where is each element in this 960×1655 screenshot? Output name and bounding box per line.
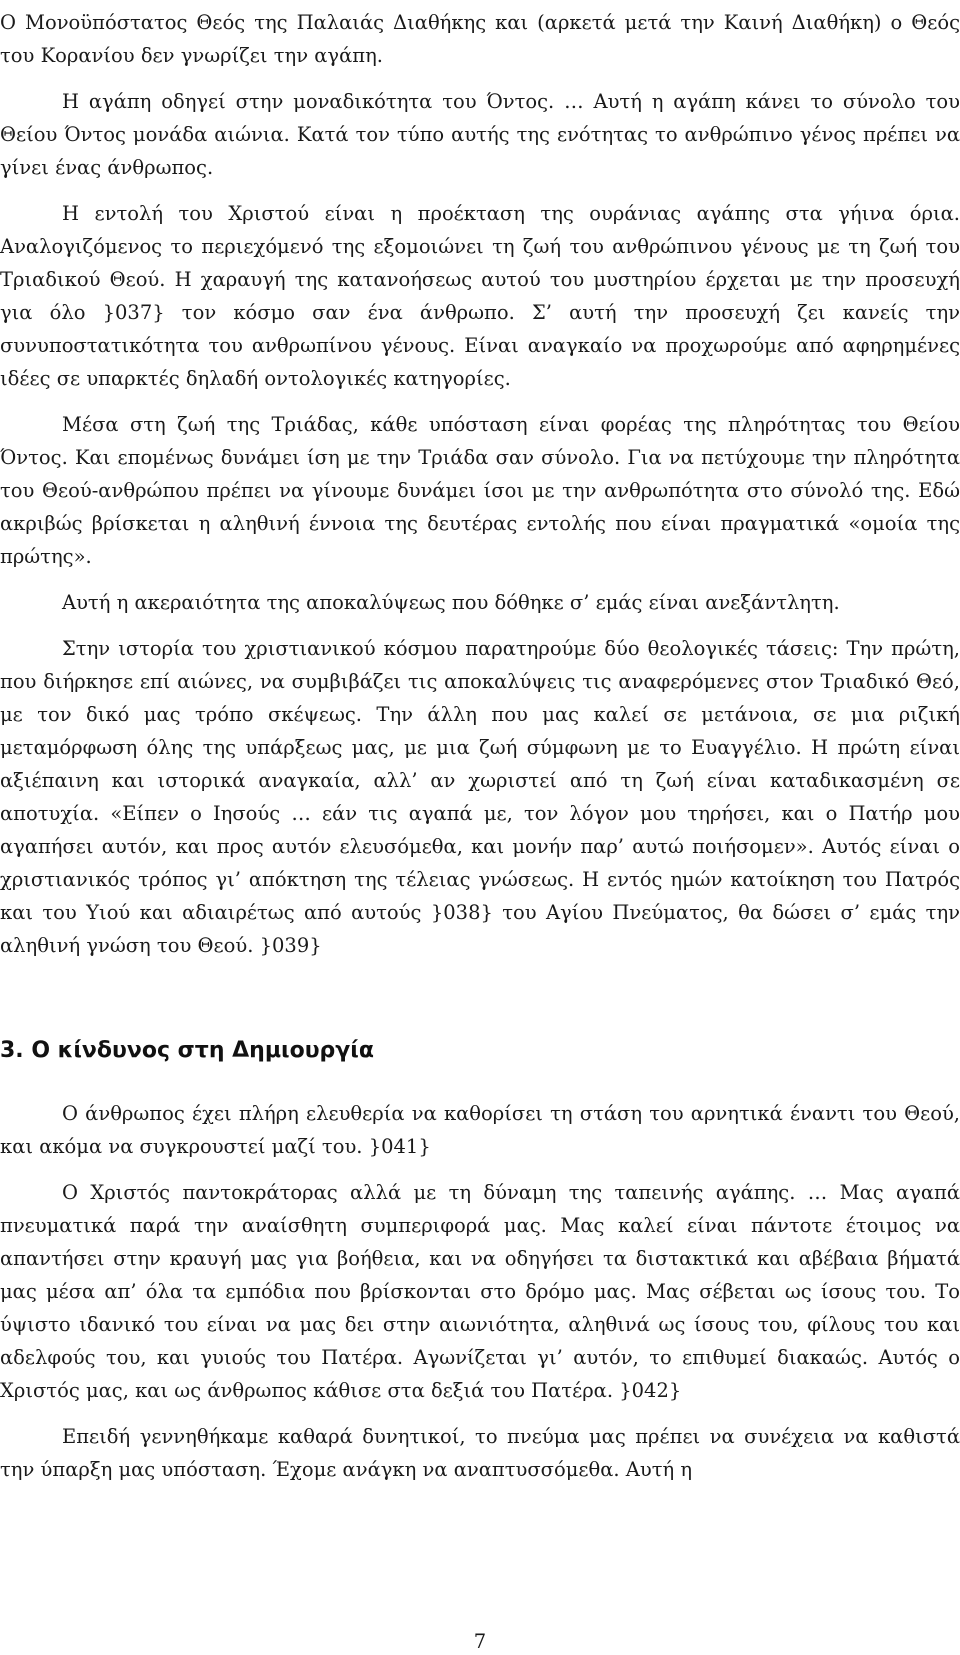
paragraph-1: Ο Μονοϋπόστατος Θεός της Παλαιάς Διαθήκης και (αρκετά μετά την Καινή Διαθήκη) ο Θεός του Κορανίου δεν γνωρίζει την αγάπη. [0,11,960,67]
page-number: 7 [473,1630,487,1653]
paragraph-4: Μέσα στη ζωή της Τριάδας, κάθε υπόσταση είναι φορέας της πληρότητας του Θείου Όντος. Και επομένως δυνάμει ίση με την Τριάδα σαν σύνολο. Για να πετύχουμε την πληρότητα του Θεού-ανθρώπου πρέπει να γίνουμε δυνάμει ίσοι με την ανθρωπότητα στο σύνολό της. Εδώ ακριβώς βρίσκεται η αληθινή έννοια της δευτέρας εντολής που είναι πραγματικά «ομοία της πρώτης». [0,413,960,568]
section-heading: 3. Ο κίνδυνος στη Δημιουργία [0,1038,374,1063]
paragraph-6: Στην ιστορία του χριστιανικού κόσμου παρατηρούμε δύο θεολογικές τάσεις: Την πρώτη, που διήρκησε επί αιώνες, να συμβιβάζει τις αποκαλύψεις τις αναφερόμενες στον Τριαδικό Θεό, με τον δικό μας τρόπο σκέψεως. Την άλλη που μας καλεί σε μετάνοια, σε μια ριζική μεταμόρφωση όλης της υπάρξεως μας, με μια ζωή σύμφωνη με το Ευαγγέλιο. Η πρώτη είναι αξιέπαινη και ιστορικά αναγκαία, αλλ’ αν χωριστεί από τη ζωή είναι καταδικασμένη σε αποτυχία. «Είπεν ο Ιησούς … εάν τις αγαπά με, τον λόγον μου τηρήσει, και ο Πατήρ μου αγαπήσει αυτόν, και προς αυτόν ελευσόμεθα, και μονήν παρ’ αυτώ ποιήσομεν». Αυτός είναι ο χριστιανικός τρόπος γι’ απόκτηση της τέλειας γνώσεως. Η εντός ημών κατοίκηση του Πατρός και του Υιού και αδιαιρέτως από αυτούς }038} του Αγίου Πνεύματος, θα δώσει σ’ εμάς την αληθινή γνώση του Θεού. }039} [0,637,960,957]
page-body [0,6,960,1486]
paragraph-3: Η εντολή του Χριστού είναι η προέκταση της ουράνιας αγάπης στα γήινα όρια. Αναλογιζόμενος το περιεχόμενό της εξομοιώνει τη ζωή του ανθρώπινου γένους με τη ζωή του Τριαδικού Θεού. Η χαραυγή της κατανοήσεως αυτού του μυστηρίου έρχεται με την προσευχή για όλο }037} τον κόσμο σαν ένα άνθρωπο. Σ’ αυτή την προσευχή ζει κανείς την συνυποστατικότητα του ανθρωπίνου γένους. Είναι αναγκαίο να προχωρούμε από αφηρημένες ιδέες σε υπαρκτές δηλαδή οντολογικές κατηγορίες. [0,202,960,390]
paragraph-7: Ο άνθρωπος έχει πλήρη ελευθερία να καθορίσει τη στάση του αρνητικά έναντι του Θεού, και ακόμα να συγκρουστεί μαζί του. }041} [0,1102,960,1158]
paragraph-9: Επειδή γεννηθήκαμε καθαρά δυνητικοί, το πνεύμα μας πρέπει να συνέχεια να καθιστά την ύπαρξη μας υπόσταση. Έχομε ανάγκη να αναπτυσσόμεθα. Αυτή η [0,1425,960,1481]
paragraph-2: Η αγάπη οδηγεί στην μοναδικότητα του Όντος. … Αυτή η αγάπη κάνει το σύνολο του Θείου Όντος μονάδα αιώνια. Κατά τον τύπο αυτής της ενότητας το ανθρώπινο γένος πρέπει να γίνει ένας άνθρωπος. [0,90,960,179]
paragraph-5: Αυτή η ακεραιότητα της αποκαλύψεως που δόθηκε σ’ εμάς είναι ανεξάντλητη. [62,591,840,614]
paragraph-8: Ο Χριστός παντοκράτορας αλλά με τη δύναμη της ταπεινής αγάπης. … Μας αγαπά πνευματικά παρά την αναίσθητη συμπεριφορά μας. Μας καλεί είναι πάντοτε έτοιμος να απαντήσει στην κραυγή μας για βοήθεια, και να οδηγήσει τα διστακτικά και αβέβαια βήματά μας μέσα απ’ όλα τα εμπόδια που βρίσκονται στο δρόμο μας. Μας σέβεται ως ίσους του. Το ύψιστο ιδανικό του είναι να μας δει στην αιωνιότητα, αληθινά ως ίσους του, φίλους του και αδελφούς του, και γυιούς του Πατέρα. Αγωνίζεται γι’ αυτόν, το επιθυμεί διακαώς. Αυτός ο Χριστός μας, και ως άνθρωπος κάθισε στα δεξιά του Πατέρα. }042} [0,1181,960,1402]
